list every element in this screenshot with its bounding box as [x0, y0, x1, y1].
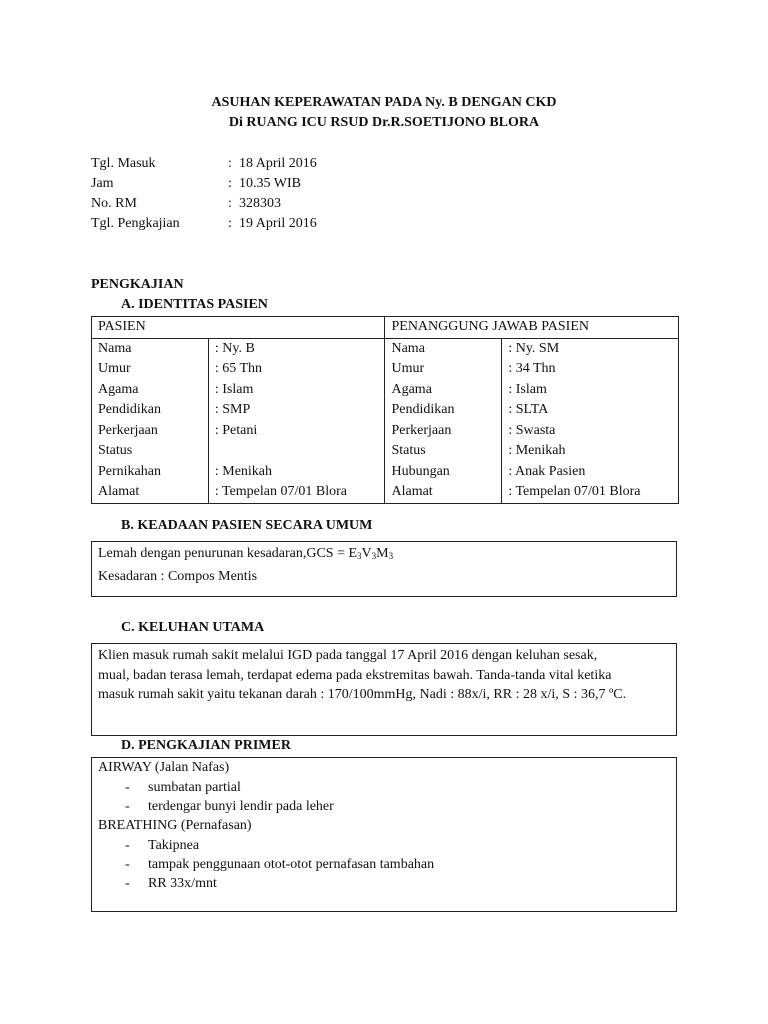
list-item — [98, 778, 670, 797]
gcs-text: Lemah dengan penurunan kesadaran,GCS = E — [98, 546, 358, 561]
keluhan-line: Klien masuk rumah sakit melalui IGD pada tanggal 17 April 2016 dengan keluhan sesak, — [98, 648, 598, 663]
gcs-m-value: 3 — [388, 551, 394, 561]
row-label: Agama — [98, 381, 139, 397]
list-item — [98, 874, 670, 893]
row-label: Nama — [391, 340, 425, 356]
row-label: Status — [391, 443, 426, 458]
row-value: : Menikah — [508, 443, 566, 458]
row-label: Nama — [98, 340, 132, 356]
row-value — [215, 441, 379, 462]
list-item-text: sumbatan partial — [148, 779, 241, 795]
table-row — [92, 338, 679, 503]
row-value: : SMP — [214, 402, 251, 417]
row-label: Pendidikan — [98, 402, 161, 417]
cell-value — [502, 338, 679, 503]
section-b-heading: B. KEADAAN PASIEN SECARA UMUM — [121, 518, 373, 533]
breathing-title: BREATHING (Pernafasan) — [98, 817, 252, 833]
row-label: Alamat — [391, 484, 433, 499]
table-header-row — [92, 317, 679, 339]
row-label: Hubungan — [391, 463, 450, 479]
row-value: : 34 Thn — [508, 361, 556, 376]
row-label: Alamat — [98, 484, 140, 499]
meta-value: 10.35 WIB — [239, 176, 301, 191]
meta-colon: : — [228, 216, 232, 231]
meta-label: Tgl. Masuk — [91, 156, 156, 171]
list-item — [98, 797, 670, 816]
row-value: : Petani — [214, 422, 258, 438]
document-subtitle: Di RUANG ICU RSUD Dr.R.SOETIJONO BLORA — [228, 115, 540, 130]
list-dash: - — [125, 798, 130, 814]
cell-value — [208, 338, 385, 503]
meta-value: 19 April 2016 — [239, 216, 317, 231]
meta-label: Tgl. Pengkajian — [91, 216, 180, 231]
gcs-line — [98, 544, 670, 567]
row-value: : Tempelan 07/01 Blora — [508, 484, 641, 499]
cell-label — [385, 338, 502, 503]
meta-colon: : — [228, 176, 232, 191]
row-value: : Swasta — [508, 422, 556, 438]
row-value: : SLTA — [508, 402, 549, 417]
section-c-heading: C. KELUHAN UTAMA — [121, 620, 265, 635]
keluhan-utama-box — [91, 643, 677, 736]
pengkajian-primer-box — [91, 757, 677, 912]
row-value: : Islam — [214, 381, 254, 397]
row-value: : Menikah — [214, 463, 273, 479]
list-item-text: terdengar bunyi lendir pada leher — [148, 798, 334, 814]
col-header-penanggung: PENANGGUNG JAWAB PASIEN — [385, 317, 679, 339]
list-item — [98, 836, 670, 855]
gcs-m-label: M — [376, 546, 389, 561]
meta-label: Jam — [91, 176, 114, 191]
row-value: : Anak Pasien — [508, 463, 586, 479]
meta-value: 18 April 2016 — [239, 156, 317, 171]
keluhan-line: mual, badan terasa lemah, terdapat edema pada ekstremitas bawah. Tanda-tanda vital ketika — [98, 667, 612, 683]
row-label: Pendidikan — [391, 402, 455, 417]
gcs-v-value: 3 — [371, 551, 377, 561]
gcs-e-value: 3 — [357, 551, 362, 561]
row-label: Umur — [98, 361, 131, 376]
section-d-heading: D. PENGKAJIAN PRIMER — [121, 738, 291, 753]
row-value: : Tempelan 07/01 Blora — [214, 484, 347, 499]
row-value: : Ny. B — [214, 340, 255, 356]
row-value: : Ny. SM — [508, 340, 560, 356]
row-label: Perkerjaan — [98, 422, 158, 438]
airway-title: AIRWAY (Jalan Nafas) — [98, 760, 230, 775]
identity-table — [91, 316, 679, 504]
list-item-text: RR 33x/mnt — [148, 876, 217, 891]
meta-label: No. RM — [91, 196, 137, 211]
keadaan-umum-box — [91, 541, 677, 597]
document-title: ASUHAN KEPERAWATAN PADA Ny. B DENGAN CKD — [211, 95, 557, 110]
list-item-text: Takipnea — [148, 838, 200, 853]
list-item — [98, 855, 670, 874]
keluhan-line: masuk rumah sakit yaitu tekanan darah : 170/100mmHg, Nadi : 88x/i, RR : 28 x/i, S : 36,7 ºC. — [98, 687, 627, 702]
list-dash: - — [125, 857, 130, 872]
meta-value: 328303 — [239, 196, 281, 211]
row-label: Pernikahan — [98, 463, 161, 479]
cell-label — [92, 338, 209, 503]
pengkajian-heading: PENGKAJIAN — [91, 277, 184, 292]
gcs-v-label: V — [361, 546, 372, 561]
row-value: : Islam — [508, 381, 547, 397]
meta-colon: : — [228, 196, 232, 211]
row-label: Umur — [391, 361, 425, 376]
list-item-text: tampak penggunaan otot-otot pernafasan tambahan — [148, 857, 435, 872]
row-label: Perkerjaan — [391, 422, 452, 438]
list-dash: - — [125, 876, 130, 891]
col-header-pasien: PASIEN — [92, 317, 385, 339]
section-a-heading: A. IDENTITAS PASIEN — [121, 297, 268, 312]
row-value: : 65 Thn — [214, 361, 263, 376]
row-label: Agama — [391, 381, 432, 397]
meta-colon: : — [228, 156, 232, 171]
row-label: Status — [98, 443, 133, 458]
kesadaran-line: Kesadaran : Compos Mentis — [98, 568, 258, 584]
list-dash: - — [125, 779, 130, 795]
list-dash: - — [125, 838, 130, 853]
